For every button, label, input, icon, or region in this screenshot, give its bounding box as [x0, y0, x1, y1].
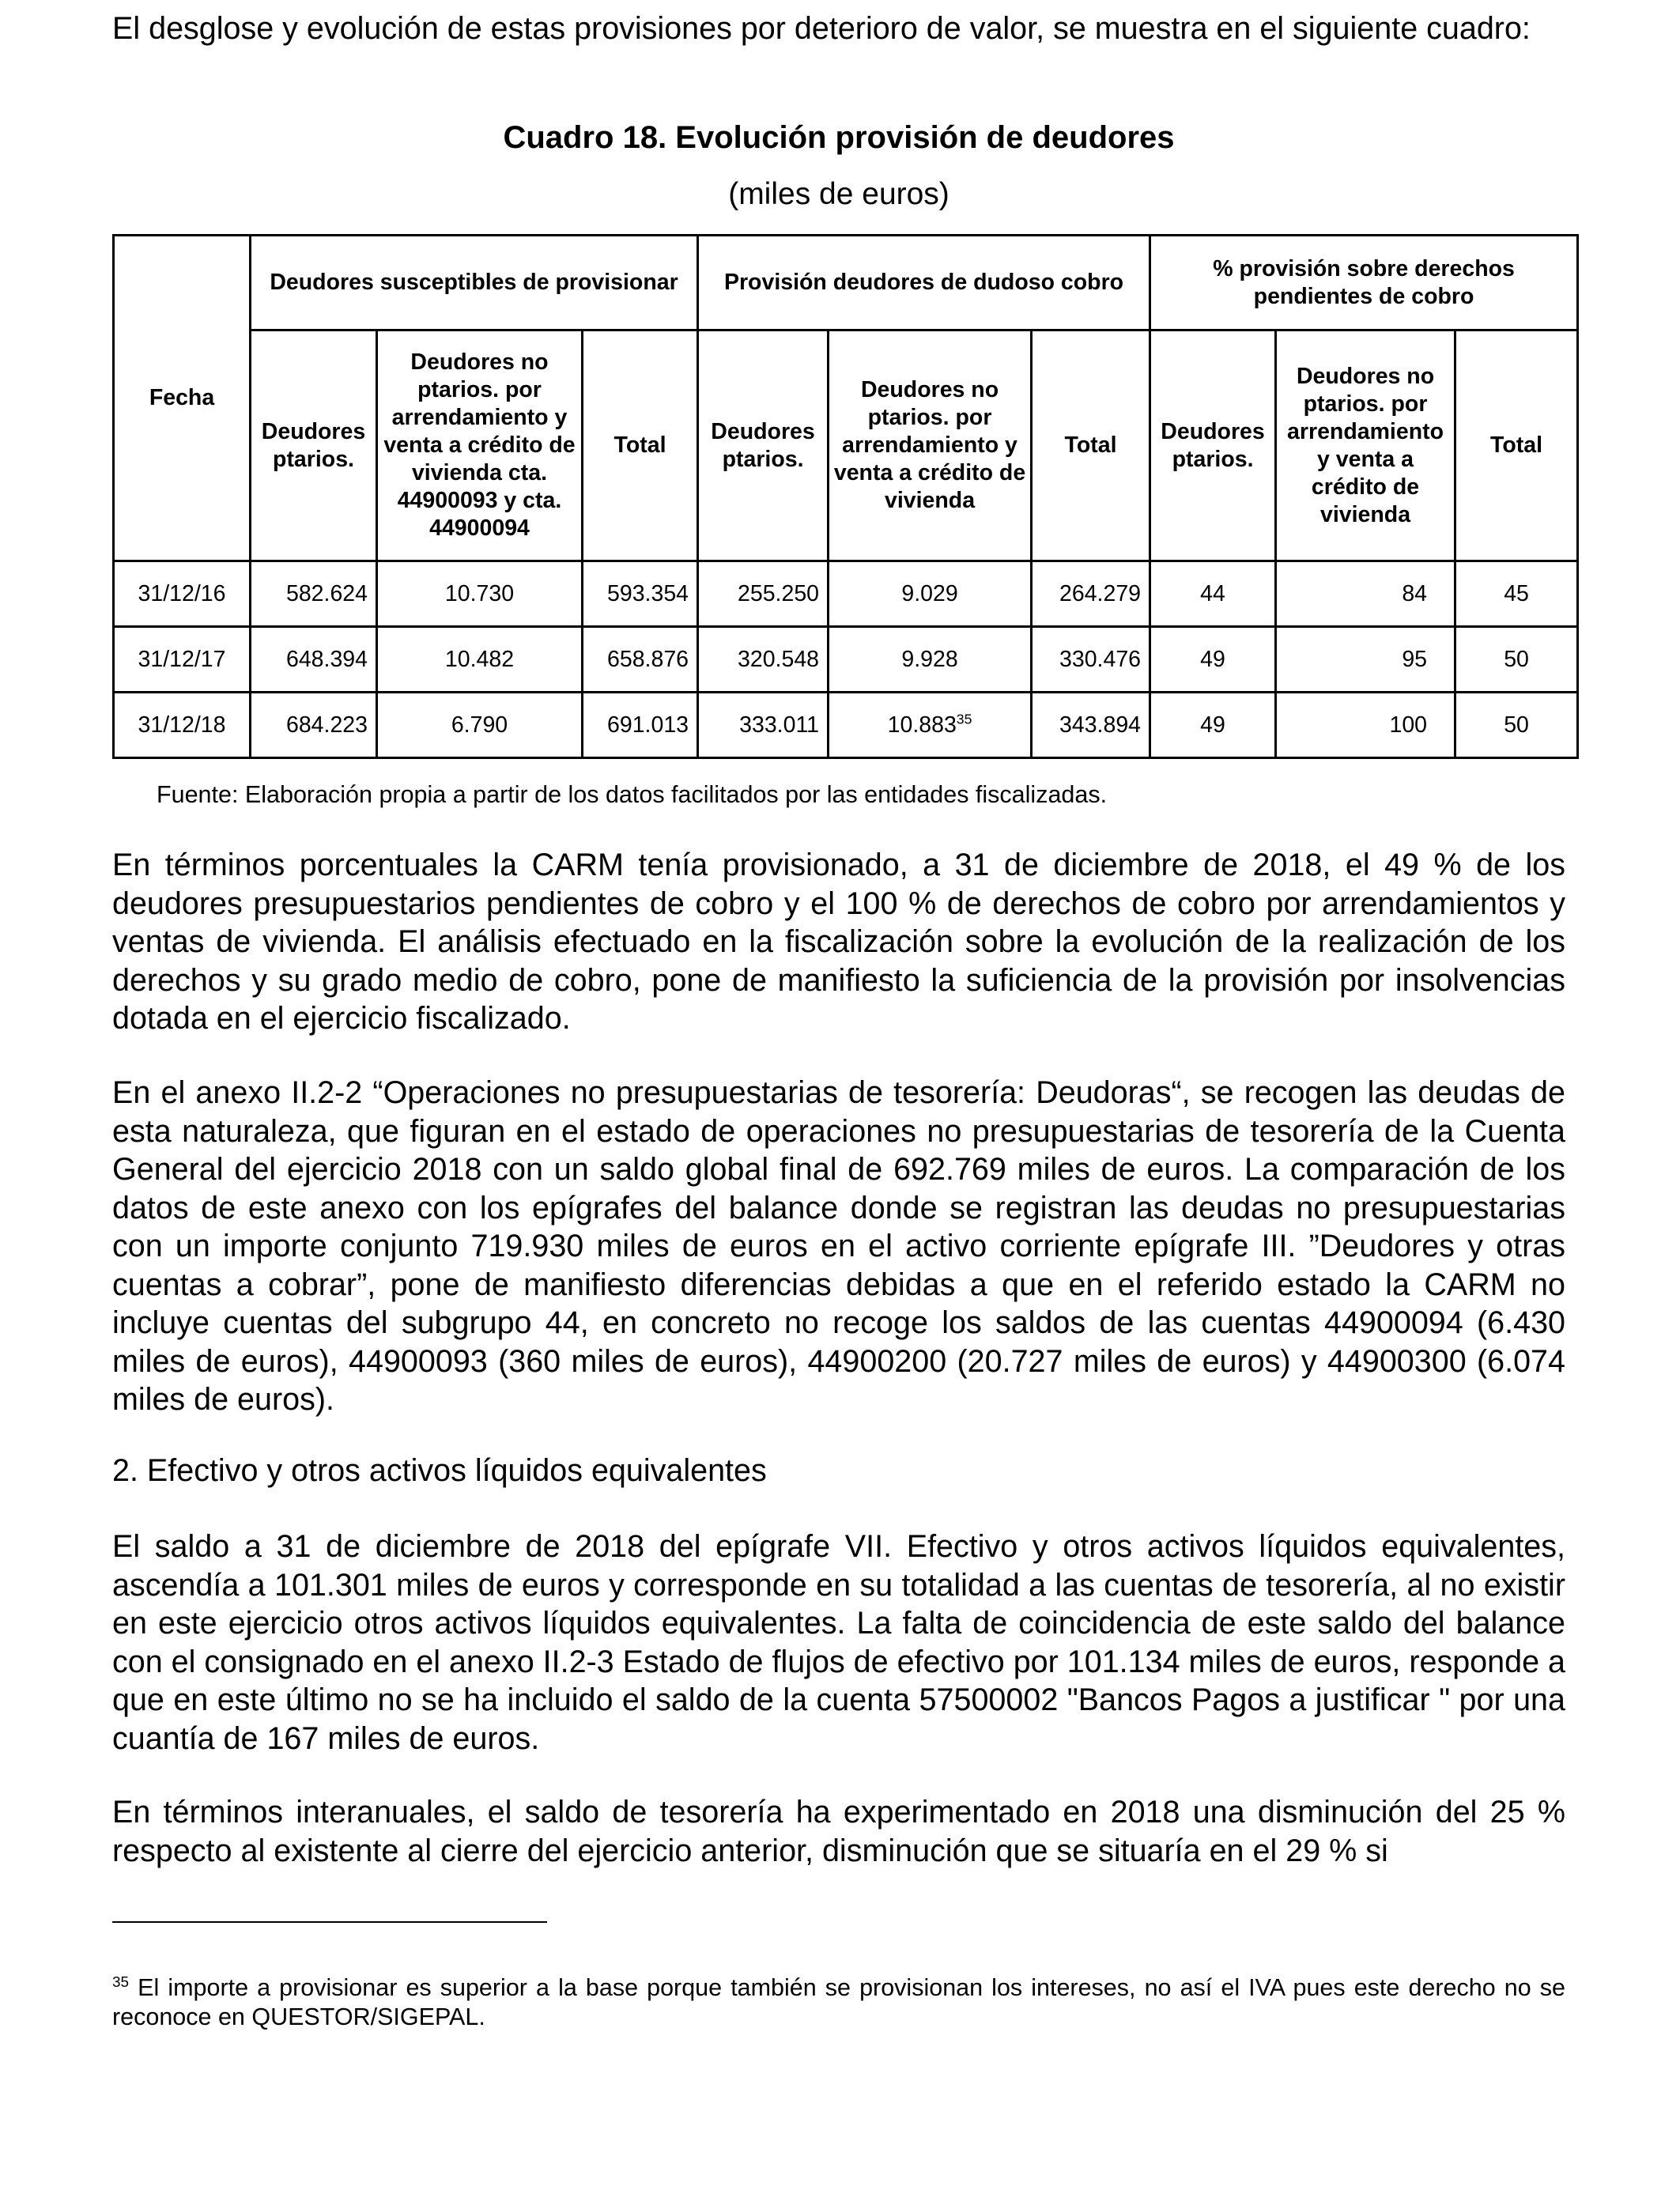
paragraph: En términos porcentuales la CARM tenía provisionado, a 31 de diciembre de 2018, el 49 % de los deudores presupuestarios pendientes de cobro y el 100 % de derechos de cobro por arrendamientos y ventas de vivienda. El análisis efectuado en la fiscalización sobre la evolución de la realización de los derechos y su grado medio de cobro, pone de manifiesto la suficiencia de la provisión por insolvencias dotada en el ejercicio fiscalizado.	[112, 848, 1565, 1036]
table-row	[114, 693, 1578, 758]
paragraph: En términos interanuales, el saldo de tesorería ha experimentado en 2018 una disminución del 25 % respecto al existente al cierre del ejercicio anterior, disminución que se situaría en el 29 % si	[112, 1795, 1565, 1868]
cell-value: 10.883	[887, 712, 957, 738]
cell: 264.279	[1032, 561, 1150, 627]
cell-fecha: 31/12/17	[114, 627, 251, 693]
cell-fecha: 31/12/18	[114, 693, 251, 758]
table-row	[114, 627, 1578, 693]
fecha-header: Fecha	[114, 236, 251, 561]
subheader: Deudores ptarios.	[1150, 330, 1276, 561]
subheader: Total	[1032, 330, 1150, 561]
cell: 691.013	[583, 693, 698, 758]
paragraph: En el anexo II.2-2 “Operaciones no presupuestarias de tesorería: Deudoras“, se recogen las deudas de esta naturaleza, que figuran en el estado de operaciones no presupuestarias de tesorería de la Cuenta General del ejercicio 2018 con un saldo global final de 692.769 miles de euros. La comparación de los datos de este anexo con los epígrafes del balance donde se registran las deudas no presupuestarias con un importe conjunto 719.930 miles de euros en el activo corriente epígrafe III. ”Deudores y otras cuentas a cobrar”, pone de manifiesto diferencias debidas a que en el referido estado la CARM no incluye cuentas del subgrupo 44, en concreto no recoge los saldos de las cuentas 44900094 (6.430 miles de euros), 44900093 (360 miles de euros), 44900200 (20.727 miles de euros) y 44900300 (6.074 miles de euros).	[112, 1075, 1565, 1417]
cell: 100	[1276, 693, 1455, 758]
footnote	[112, 1973, 1565, 2032]
subheader: Deudores no ptarios. por arrendamiento y venta a crédito de vivienda	[1276, 330, 1455, 561]
cell: 684.223	[251, 693, 377, 758]
cell: 44	[1150, 561, 1276, 627]
footnote-number: 35	[112, 1973, 130, 1991]
cell: 343.894	[1032, 693, 1150, 758]
group-header-provision: Provisión deudores de dudoso cobro	[698, 236, 1150, 330]
cell: 10.482	[377, 627, 583, 693]
cell: 330.476	[1032, 627, 1150, 693]
cell: 333.011	[698, 693, 829, 758]
paragraph: El saldo a 31 de diciembre de 2018 del epígrafe VII. Efectivo y otros activos líquidos equivalentes, ascendía a 101.301 miles de euros y corresponde en su totalidad a las cuentas de tesorería, al no existir en este ejercicio otros activos líquidos equivalentes. La falta de coincidencia de este saldo del balance con el consignado en el anexo II.2-3 Estado de flujos de efectivo por 101.134 miles de euros, responde a que en este último no se ha incluido el saldo de la cuenta 57500002 "Bancos Pagos a justificar " por una cuantía de 167 miles de euros.	[112, 1529, 1565, 1756]
cell: 95	[1276, 627, 1455, 693]
provision-table	[112, 234, 1579, 759]
cell: 49	[1150, 693, 1276, 758]
subheader: Deudores ptarios.	[251, 330, 377, 561]
subheader: Deudores ptarios.	[698, 330, 829, 561]
cell: 9.029	[829, 561, 1032, 627]
group-header-porcentaje: % provisión sobre derechos pendientes de cobro	[1150, 236, 1578, 330]
intro-paragraph: El desglose y evolución de estas provisiones por deterioro de valor, se muestra en el siguiente cuadro:	[112, 11, 1531, 46]
cell-fecha: 31/12/16	[114, 561, 251, 627]
subheader: Deudores no ptarios. por arrendamiento y venta a crédito de vivienda	[829, 330, 1032, 561]
group-header-deudores: Deudores susceptibles de provisionar	[251, 236, 698, 330]
subheader: Deudores no ptarios. por arrendamiento y venta a crédito de vivienda cta. 44900093 y cta. 44900094	[377, 330, 583, 561]
cell: 648.394	[251, 627, 377, 693]
table-source: Fuente: Elaboración propia a partir de los datos facilitados por las entidades fiscalizadas.	[157, 781, 1108, 808]
subheader: Total	[1455, 330, 1578, 561]
cell: 582.624	[251, 561, 377, 627]
cell: 658.876	[583, 627, 698, 693]
cell: 255.250	[698, 561, 829, 627]
table-units: (miles de euros)	[728, 177, 949, 211]
cell: 50	[1455, 627, 1578, 693]
footnote-text: El importe a provisionar es superior a la base porque también se provisionan los intereses, no así el IVA pues este derecho no se reconoce en QUESTOR/SIGEPAL.	[112, 1974, 1565, 2030]
table-title: Cuadro 18. Evolución provisión de deudores	[503, 120, 1175, 155]
cell: 45	[1455, 561, 1578, 627]
cell: 320.548	[698, 627, 829, 693]
cell: 9.928	[829, 627, 1032, 693]
cell-with-footnote	[829, 693, 1032, 758]
section-heading: 2. Efectivo y otros activos líquidos equivalentes	[112, 1453, 767, 1488]
cell: 10.730	[377, 561, 583, 627]
cell: 6.790	[377, 693, 583, 758]
footnote-divider	[112, 1921, 547, 1923]
cell: 50	[1455, 693, 1578, 758]
subheader: Total	[583, 330, 698, 561]
table-row	[114, 561, 1578, 627]
cell: 84	[1276, 561, 1455, 627]
cell: 593.354	[583, 561, 698, 627]
footnote-ref[interactable]: 35	[956, 711, 972, 727]
cell: 49	[1150, 627, 1276, 693]
